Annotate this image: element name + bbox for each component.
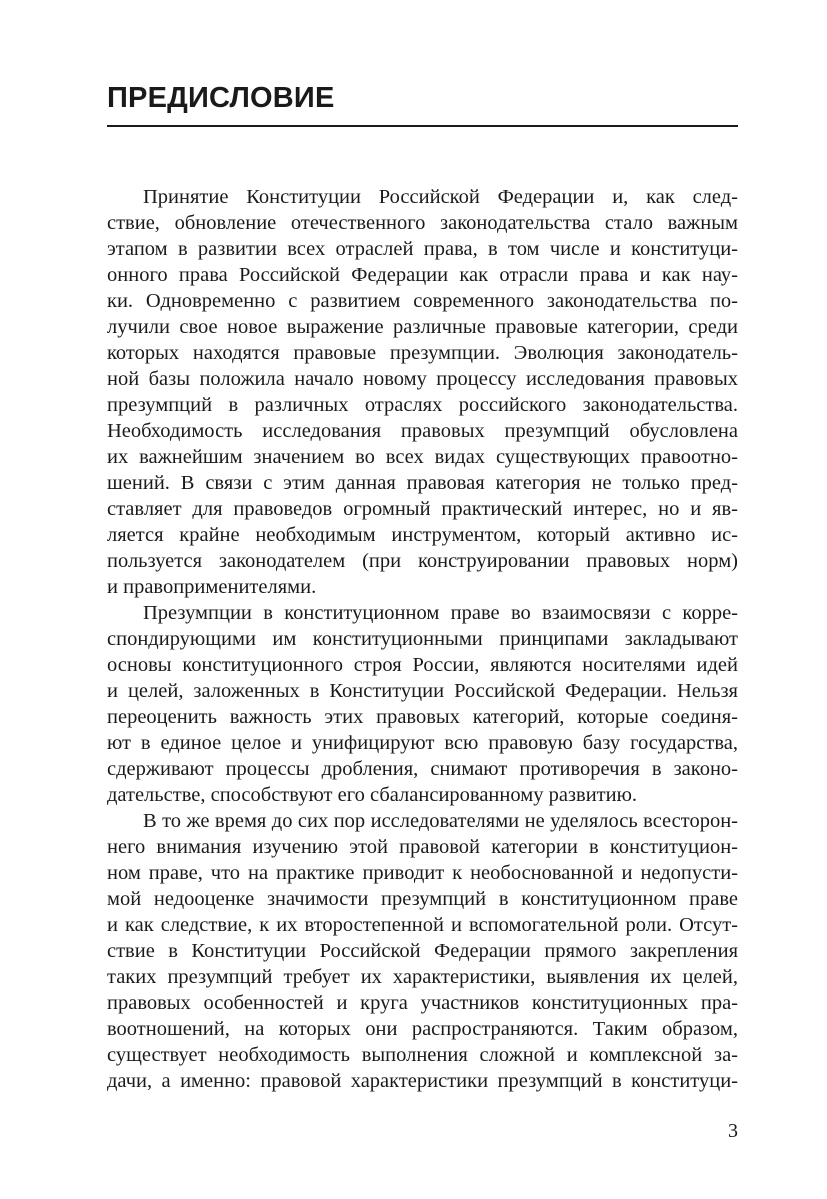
- text-line: дательстве, способствуют его сбалансированному развитию.: [107, 784, 638, 806]
- text-line: ствие в Конституции Российской Федерации прямого закрепления: [107, 940, 738, 962]
- text-line: ном праве, что на практике приводит к необоснованной и недопусти-: [107, 862, 738, 884]
- paragraph: [107, 184, 738, 600]
- text-line: и правоприменителями.: [107, 576, 317, 598]
- text-line: основы конституционного строя России, являются носителями идей: [107, 654, 738, 676]
- text-line: и целей, заложенных в Конституции Российской Федерации. Нельзя: [107, 680, 738, 702]
- text-line: переоценить важность этих правовых категорий, которые соединя-: [107, 706, 738, 728]
- text-line: дачи, а именно: правовой характеристики презумпций в конституци-: [107, 1070, 738, 1092]
- text-line: ляется крайне необходимым инструментом, который активно ис-: [107, 524, 738, 546]
- text-line: Необходимость исследования правовых презумпций обусловлена: [107, 420, 738, 442]
- text-line: ствие, обновление отечественного законодательства стало важным: [107, 212, 738, 234]
- paragraph: [107, 808, 738, 1094]
- text-line: Принятие Конституции Российской Федерации и, как след-: [143, 186, 738, 208]
- text-line: него внимания изучению этой правовой категории в конституцион-: [107, 836, 738, 858]
- text-line: спондирующими им конституционными принципами закладывают: [107, 628, 738, 650]
- text-line: мой недооценке значимости презумпций в конституционном праве: [107, 888, 738, 910]
- text-line: правовых особенностей и круга участников конституционных пра-: [107, 992, 738, 1014]
- text-line: онного права Российской Федерации как отрасли права и как нау-: [107, 264, 738, 286]
- text-line: ной базы положила начало новому процессу исследования правовых: [107, 368, 738, 390]
- page-number: 3: [728, 1120, 738, 1142]
- body-text: [107, 184, 738, 1094]
- text-line: и как следствие, к их второстепенной и вспомогательной роли. Отсут-: [107, 914, 738, 936]
- text-line: сдерживают процессы дробления, снимают противоречия в законо-: [107, 758, 738, 780]
- heading-rule: [107, 125, 738, 127]
- text-line: этапом в развитии всех отраслей права, в том числе и конституци-: [107, 238, 738, 260]
- text-line: их важнейшим значением во всех видах существующих правоотно-: [107, 446, 738, 468]
- text-line: существует необходимость выполнения сложной и комплексной за-: [107, 1044, 738, 1066]
- text-line: ют в единое целое и унифицируют всю правовую базу государства,: [107, 732, 738, 754]
- text-line: пользуется законодателем (при конструировании правовых норм): [107, 550, 738, 572]
- page-heading: ПРЕДИСЛОВИЕ: [107, 82, 335, 114]
- text-line: В то же время до сих пор исследователями не уделялось всесторон-: [143, 810, 738, 832]
- paragraph: [107, 600, 738, 808]
- text-line: ки. Одновременно с развитием современного законодательства по-: [107, 290, 738, 312]
- text-line: шений. В связи с этим данная правовая категория не только пред-: [107, 472, 738, 494]
- text-line: лучили свое новое выражение различные правовые категории, среди: [107, 316, 738, 338]
- text-line: Презумпции в конституционном праве во взаимосвязи с корре-: [143, 602, 738, 624]
- text-line: таких презумпций требует их характеристики, выявления их целей,: [107, 966, 738, 988]
- text-line: которых находятся правовые презумпции. Эволюция законодатель-: [107, 342, 738, 364]
- text-line: презумпций в различных отраслях российского законодательства.: [107, 394, 738, 416]
- text-line: воотношений, на которых они распространяются. Таким образом,: [107, 1018, 738, 1040]
- text-line: ставляет для правоведов огромный практический интерес, но и яв-: [107, 498, 738, 520]
